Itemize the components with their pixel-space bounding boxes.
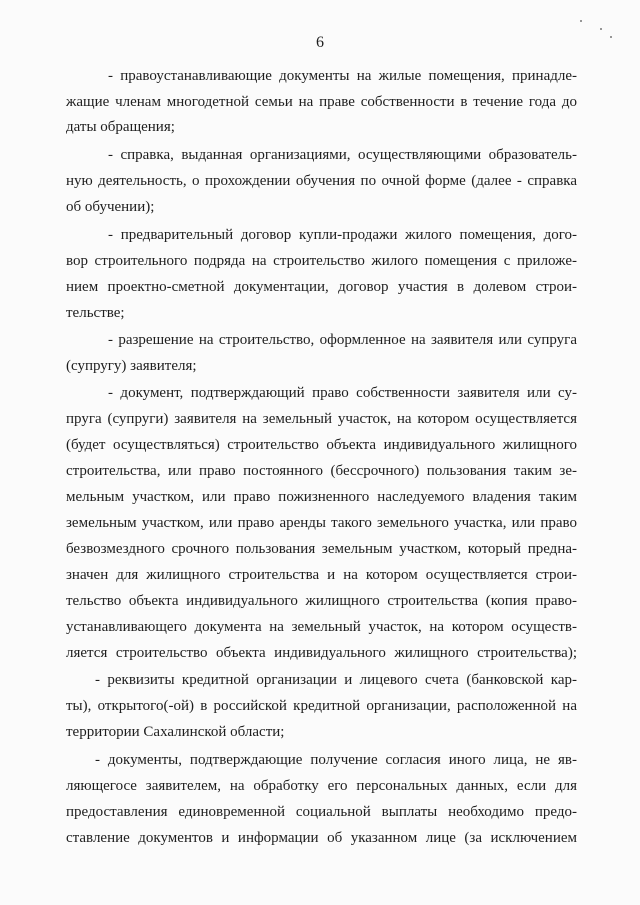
scan-speck: [600, 28, 602, 30]
text-line: об обучении);: [66, 199, 155, 215]
text-line: устанавливающего документа на земельный участок, на котором осуществ-: [66, 619, 577, 635]
text-line: безвозмездного срочного пользования земельным участком, который предна-: [66, 541, 577, 557]
text-line: мельным участком, или право пожизненного наследуемого владения таким: [66, 489, 577, 505]
scan-speck: [580, 20, 582, 22]
page-number: 6: [316, 34, 324, 51]
scan-speck: [610, 36, 612, 38]
text-line: - документ, подтверждающий право собственности заявителя или су-: [108, 385, 577, 401]
text-line: земельным участком, или право аренды такого земельного участка, или право: [66, 515, 577, 531]
text-line: даты обращения;: [66, 119, 175, 135]
text-line: ляется строительство объекта индивидуального жилищного строительства);: [66, 645, 577, 661]
text-line: пруга (супруги) заявителя на земельный участок, на котором осуществляется: [66, 411, 577, 427]
text-line: значен для жилищного строительства и на котором осуществляется строи-: [66, 567, 577, 583]
text-line: - разрешение на строительство, оформленное на заявителя или супруга: [108, 332, 577, 348]
text-line: вор строительного подряда на строительство жилого помещения с приложе-: [66, 253, 577, 269]
text-line: ную деятельность, о прохождении обучения по очной форме (далее - справка: [66, 173, 577, 189]
text-line: (будет осуществляться) строительство объекта индивидуального жилищного: [66, 437, 577, 453]
text-line: строительства, или право постоянного (бессрочного) пользования таким зе-: [66, 463, 577, 479]
text-line: территории Сахалинской области;: [66, 724, 285, 740]
text-line: ты), открытого(-ой) в российской кредитной организации, расположенной на: [66, 698, 577, 714]
text-line: ляющегосе заявителем, на обработку его персональных данных, если для: [66, 778, 577, 794]
text-line: тельстве;: [66, 305, 125, 321]
text-line: - предварительный договор купли-продажи жилого помещения, дого-: [108, 227, 577, 243]
text-line: (супругу) заявителя;: [66, 358, 197, 374]
text-line: предоставления единовременной социальной выплаты необходимо предо-: [66, 804, 577, 820]
text-line: нием проектно-сметной документации, договор участия в долевом строи-: [66, 279, 577, 295]
text-line: - справка, выданная организациями, осуществляющими образователь-: [108, 147, 577, 163]
text-line: - правоустанавливающие документы на жилые помещения, принадле-: [108, 68, 577, 84]
text-line: - реквизиты кредитной организации и лицевого счета (банковской кар-: [95, 672, 577, 688]
text-line: жащие членам многодетной семьи на праве собственности в течение года до: [66, 94, 577, 110]
text-line: тельство объекта индивидуального жилищного строительства (копия право-: [66, 593, 577, 609]
text-line: - документы, подтверждающие получение согласия иного лица, не яв-: [95, 752, 577, 768]
text-line: ставление документов и информации об указанном лице (за исключением: [66, 830, 577, 846]
